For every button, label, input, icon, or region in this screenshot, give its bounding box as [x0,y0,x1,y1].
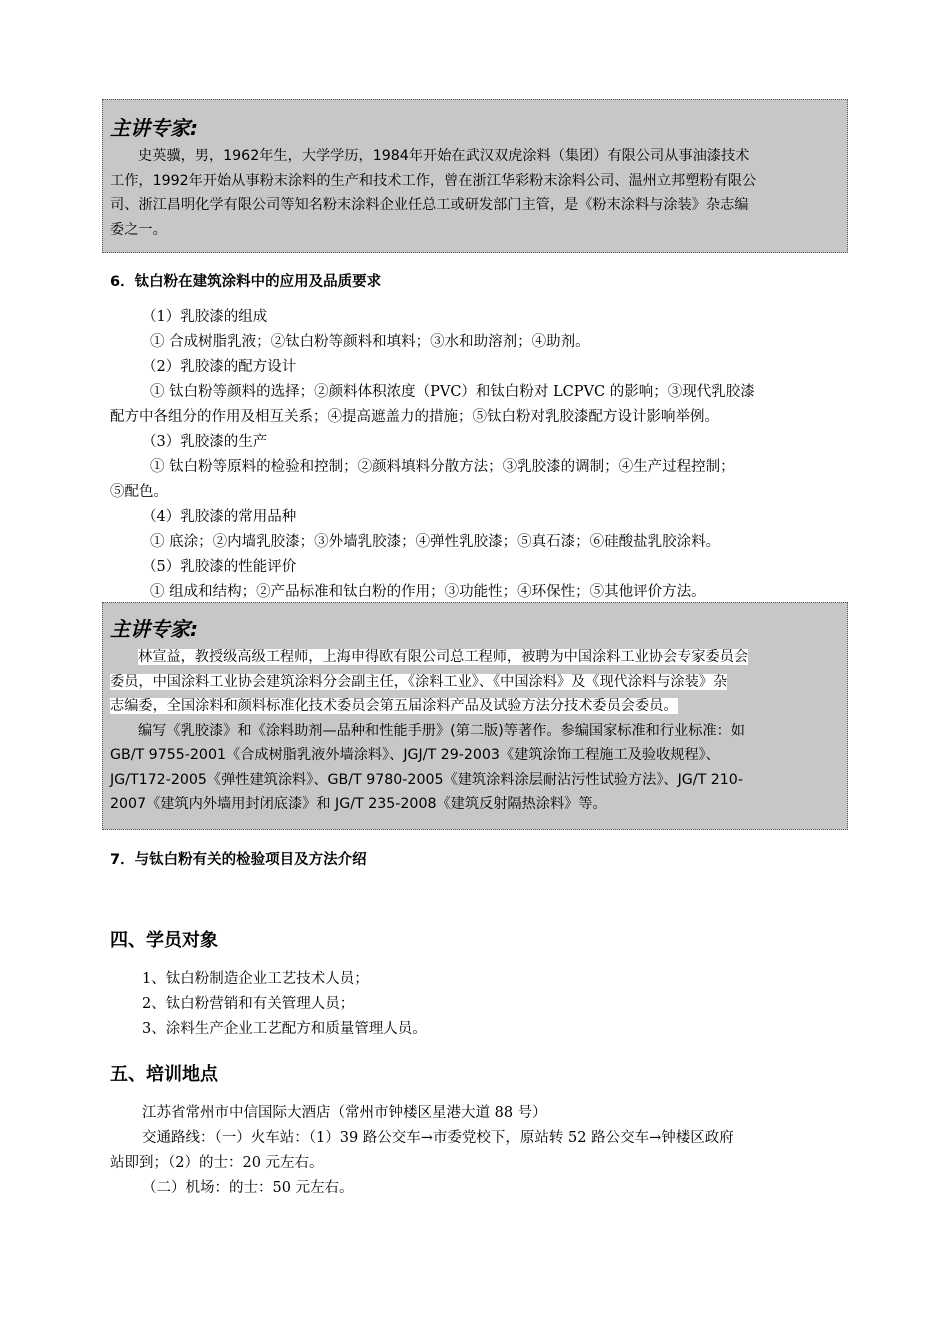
section-6-item: （3）乳胶漆的生产 [142,434,268,450]
expert-bio-line: 司、浙江昌明化学有限公司等知名粉末涂料企业任总工或研发部门主管，是《粉末涂料与涂装》杂志编 [110,197,749,213]
expert-box-1 [102,99,848,253]
expert-bio-line: 编写《乳胶漆》和《涂料助剂—品种和性能手册》(第二版)等著作。参编国家标准和行业标准：如 [138,722,745,739]
section-5-line: 交通路线：（一）火车站：（1）39 路公交车→市委党校下，原站转 52 路公交车→钟楼区政府 [142,1130,734,1146]
section-5-line: （二）机场：的士：50 元左右。 [142,1180,354,1196]
section-6-item: ① 钛白粉等原料的检验和控制；②颜料填料分散方法；③乳胶漆的调制；④生产过程控制； [150,459,735,475]
section-6-item: （2）乳胶漆的配方设计 [142,359,297,375]
expert-bio-line: GB/T 9755-2001《合成树脂乳液外墙涂料》、JGJ/T 29-2003《建筑涂饰工程施工及验收规程》、 [110,747,720,763]
section-6-item: （4）乳胶漆的常用品种 [142,509,297,525]
expert-bio-line [110,694,841,719]
expert-bio-line: 工作，1992年开始从事粉末涂料的生产和技术工作，曾在浙江华彩粉末涂料公司、温州立邦塑粉有限公 [110,172,757,189]
section-4-heading: 四、学员对象 [110,930,218,951]
expert-box-2 [102,602,848,830]
section-7-heading: 7．与钛白粉有关的检验项目及方法介绍 [110,852,367,868]
expert-bio-line: 2007《建筑内外墙用封闭底漆》和 JG/T 235-2008《建筑反射隔热涂料》等。 [110,796,607,812]
section-6-item: ⑤配色。 [110,484,168,500]
expert-bio-line: 史英骥，男，1962年生，大学学历，1984年开始在武汉双虎涂料（集团）有限公司从事油漆技术 [138,148,750,164]
section-4-item: 3、涂料生产企业工艺配方和质量管理人员。 [142,1021,427,1037]
section-6-item: ① 合成树脂乳液；②钛白粉等颜料和填料；③水和助溶剂；④助剂。 [150,334,590,350]
expert-bio-line: JG/T172-2005《弹性建筑涂料》、GB/T 9780-2005《建筑涂料涂层耐沾污性试验方法》、JG/T 210- [110,771,743,788]
section-6-item: （1）乳胶漆的组成 [142,309,268,325]
section-6-item: ① 底涂；②内墙乳胶漆；③外墙乳胶漆；④弹性乳胶漆；⑤真石漆；⑥硅酸盐乳胶涂料。 [150,534,721,550]
section-6-item: ① 钛白粉等颜料的选择；②颜料体积浓度（PVC）和钛白粉对 LCPVC 的影响；③现代乳胶漆 [150,384,755,400]
section-6-item: 配方中各组分的作用及相互关系；④提高遮盖力的措施；⑤钛白粉对乳胶漆配方设计影响举例。 [110,409,719,425]
section-5-heading: 五、培训地点 [110,1064,218,1085]
expert-bio-line [110,645,841,670]
expert-box-title: 主讲专家: [110,617,198,641]
expert-bio-text: 林宣益，教授级高级工程师，上海申得欧有限公司总工程师，被聘为中国涂料工业协会专家委员会 [138,649,749,665]
section-4-item: 2、钛白粉营销和有关管理人员； [142,996,355,1012]
expert-bio-text: 志编委，全国涂料和颜料标准化技术委员会第五届涂料产品及试验方法分技术委员会委员。 [110,698,678,714]
section-4-item: 1、钛白粉制造企业工艺技术人员； [142,971,369,987]
section-5-line: 站即到；（2）的士：20 元左右。 [110,1155,324,1171]
section-6-item: （5）乳胶漆的性能评价 [142,559,297,575]
expert-bio-line [110,670,841,695]
section-6-item: ① 组成和结构；②产品标准和钛白粉的作用；③功能性；④环保性；⑤其他评价方法。 [150,584,706,600]
section-5-line: 江苏省常州市中信国际大酒店（常州市钟楼区星港大道 88 号） [142,1105,547,1121]
section-6-heading: 6．钛白粉在建筑涂料中的应用及品质要求 [110,274,382,290]
expert-bio-line: 委之一。 [110,221,167,238]
expert-box-title: 主讲专家: [110,116,198,140]
expert-bio-text: 委员，中国涂料工业协会建筑涂料分会副主任，《涂料工业》、《中国涂料》及《现代涂料与涂装》杂 [110,673,728,690]
